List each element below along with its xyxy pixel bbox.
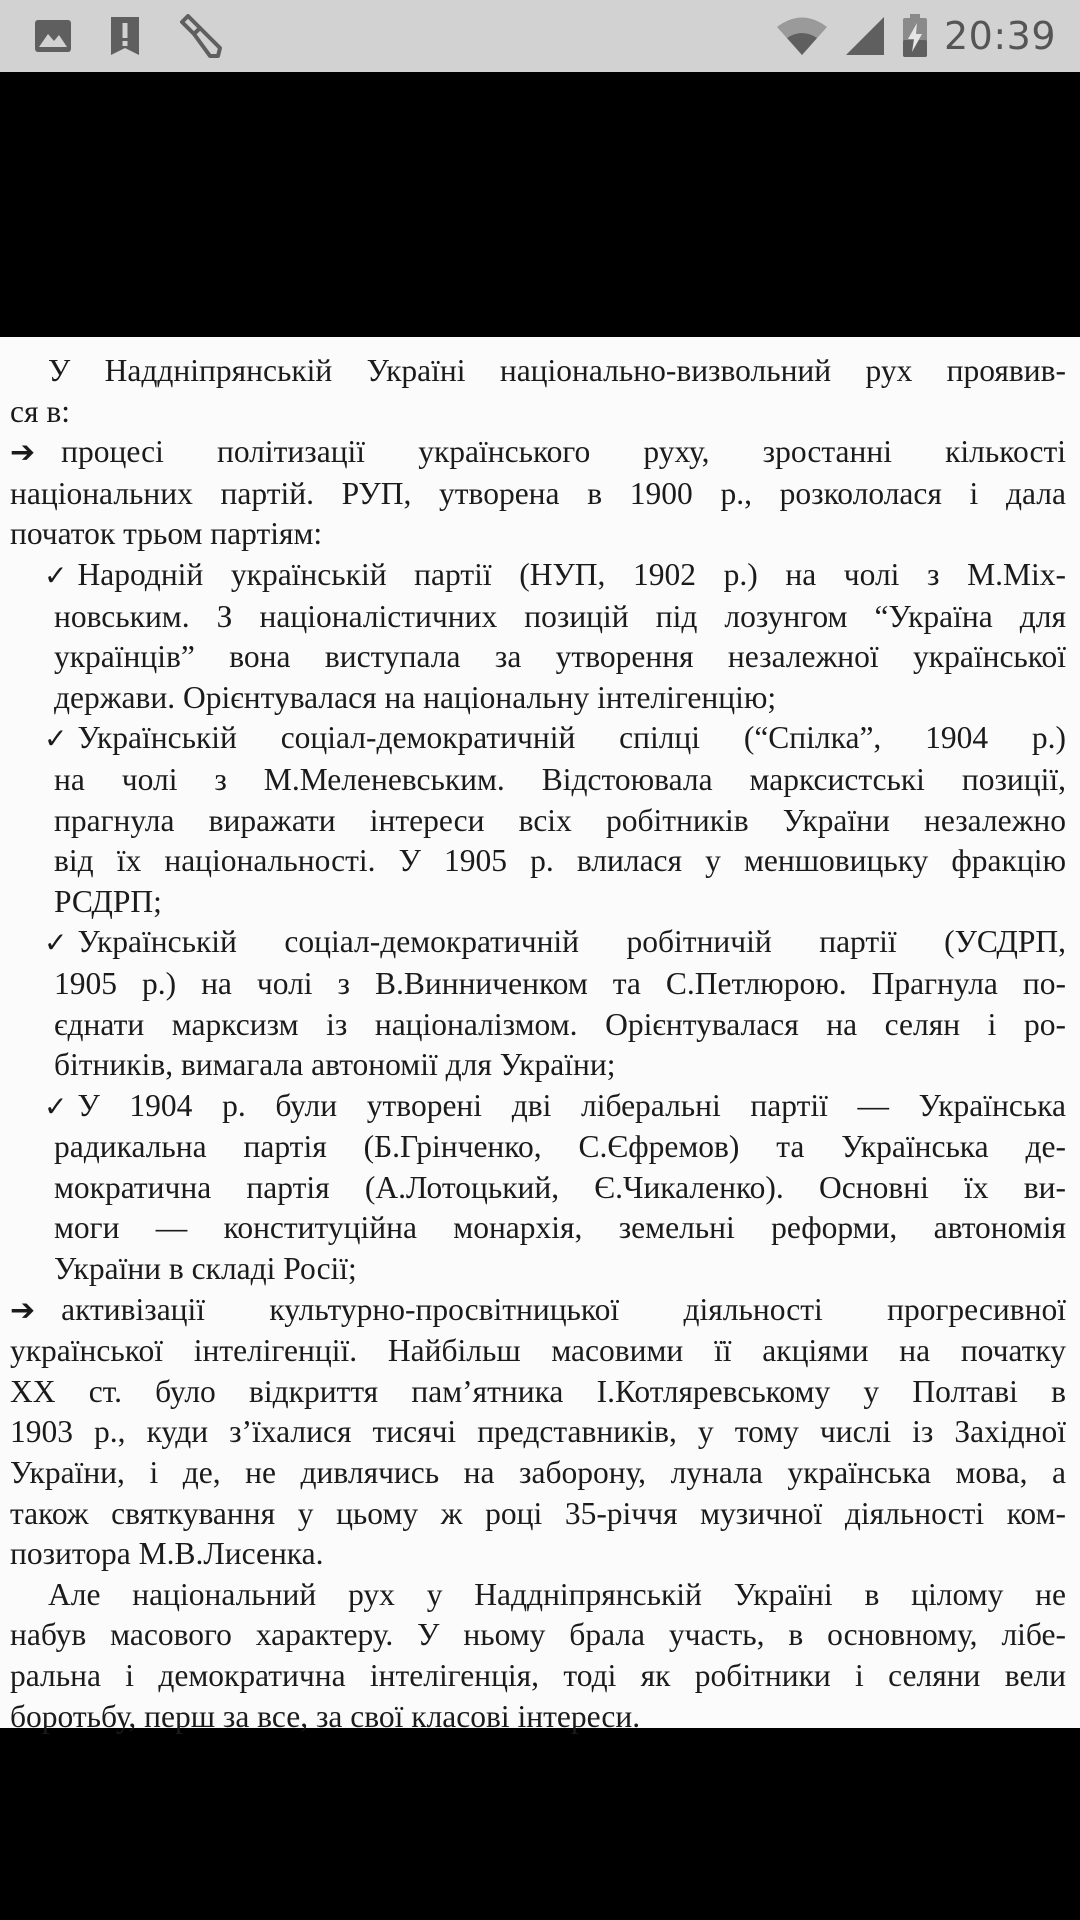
text-line: позитора М.В.Лисенка. <box>10 1536 324 1572</box>
wifi-icon <box>776 16 828 56</box>
signal-icon <box>844 16 886 56</box>
text-line: Українській соціал-демократичній спілці (“Спілка”, 1904 р.) <box>77 720 1066 756</box>
battery-charging-icon <box>902 14 928 58</box>
text-line: України в складі Росії; <box>54 1251 357 1287</box>
list-item <box>10 432 1066 474</box>
text-line: українців” вона виступала за утворення незалежної української <box>54 639 1066 675</box>
text-line: набув масового характеру. У ньому брала участь, в основному, лібе- <box>10 1617 1066 1653</box>
text-line: України, і де, не дивлячись на заборону, лунала українська мова, а <box>10 1455 1066 1491</box>
status-bar <box>0 0 1080 72</box>
text-line: моги — конституційна монархія, земельні реформи, автономія <box>54 1210 1066 1246</box>
text-line: Але національний рух у Наддніпрянській Україні в цілому не <box>48 1576 1066 1612</box>
text-line: національних партій. РУП, утворена в 1900 р., розкололася і дала <box>10 475 1066 511</box>
text-line: єднати марксизм із націоналізмом. Орієнтувалася на селян і ро- <box>54 1006 1066 1042</box>
text-line: ральна і демократична інтелігенція, тоді як робітники і селяни вели <box>10 1658 1066 1693</box>
text-line: 1905 р.) на чолі з В.Винниченком та С.Петлюрою. Прагнула по- <box>54 965 1066 1001</box>
document-page <box>0 337 1080 1734</box>
list-item <box>10 718 1066 760</box>
broom-icon <box>178 14 226 58</box>
list-item <box>10 1086 1066 1128</box>
text-line: РСДРП; <box>54 883 162 919</box>
image-icon <box>34 19 72 53</box>
text-line: активізації культурно-просвітницької діяльності прогресивної <box>61 1291 1066 1327</box>
arrow-bullet-icon: ➔ <box>10 1292 36 1328</box>
list-item <box>10 555 1066 597</box>
checkmark-bullet-icon: ✓ <box>44 926 68 960</box>
checkmark-bullet-icon: ✓ <box>44 558 68 592</box>
text-line: Українській соціал-демократичній робітничій партії (УСДРП, <box>77 924 1066 960</box>
text-line: мократична партія (А.Лотоцький, Є.Чикаленко). Основні їх ви- <box>54 1169 1066 1205</box>
image-viewer[interactable] <box>0 72 1080 1920</box>
text-line: від їх національності. У 1905 р. влилася у меншовицьку фракцію <box>54 843 1066 879</box>
text-line: початок трьом партіям: <box>10 516 323 552</box>
clock: 20:39 <box>943 14 1056 58</box>
alert-box-icon <box>108 16 142 56</box>
checkmark-bullet-icon: ✓ <box>44 722 68 756</box>
text-line: прагнула виражати інтереси всіх робітників України незалежно <box>54 802 1066 838</box>
list-item <box>10 1290 1066 1332</box>
text-line: новським. З націоналістичних позицій під лозунгом “Україна для <box>54 598 1066 634</box>
text-line: ся в: <box>10 393 70 429</box>
notification-icons <box>34 0 262 72</box>
text-line: також святкування у цьому ж році 35-річчя музичної діяльності ком- <box>10 1495 1066 1531</box>
system-icons <box>760 0 1056 72</box>
text-line: У Наддніпрянській Україні національно-визвольний рух проявив- <box>48 353 1066 388</box>
text-line: бітників, вимагала автономії для України; <box>54 1047 616 1083</box>
text-line: процесі політизації українського руху, зростанні кількості <box>61 434 1066 470</box>
text-line: радикальна партія (Б.Грінченко, С.Єфремов) та Українська де- <box>54 1129 1066 1165</box>
text-line: на чолі з М.Меленевським. Відстоювала марксистські позиції, <box>54 761 1066 797</box>
list-item <box>10 922 1066 964</box>
text-line: української інтелігенції. Найбільш масовими її акціями на початку <box>10 1333 1066 1369</box>
text-line: боротьбу, перш за все, за свої класові інтереси. <box>10 1698 641 1734</box>
text-line: XX ст. було відкриття пам’ятника І.Котляревському у Полтаві в <box>10 1373 1066 1409</box>
arrow-bullet-icon: ➔ <box>10 435 36 471</box>
text-line: держави. Орієнтувалася на національну інтелігенцію; <box>54 679 777 715</box>
text-line: У 1904 р. були утворені дві ліберальні партії — Українська <box>77 1087 1066 1123</box>
text-line: Народній українській партії (НУП, 1902 р.) на чолі з М.Міх- <box>77 556 1066 592</box>
text-line: 1903 р., куди з’їхалися тисячі представників, у тому числі із Західної <box>10 1414 1066 1450</box>
checkmark-bullet-icon: ✓ <box>44 1089 68 1123</box>
